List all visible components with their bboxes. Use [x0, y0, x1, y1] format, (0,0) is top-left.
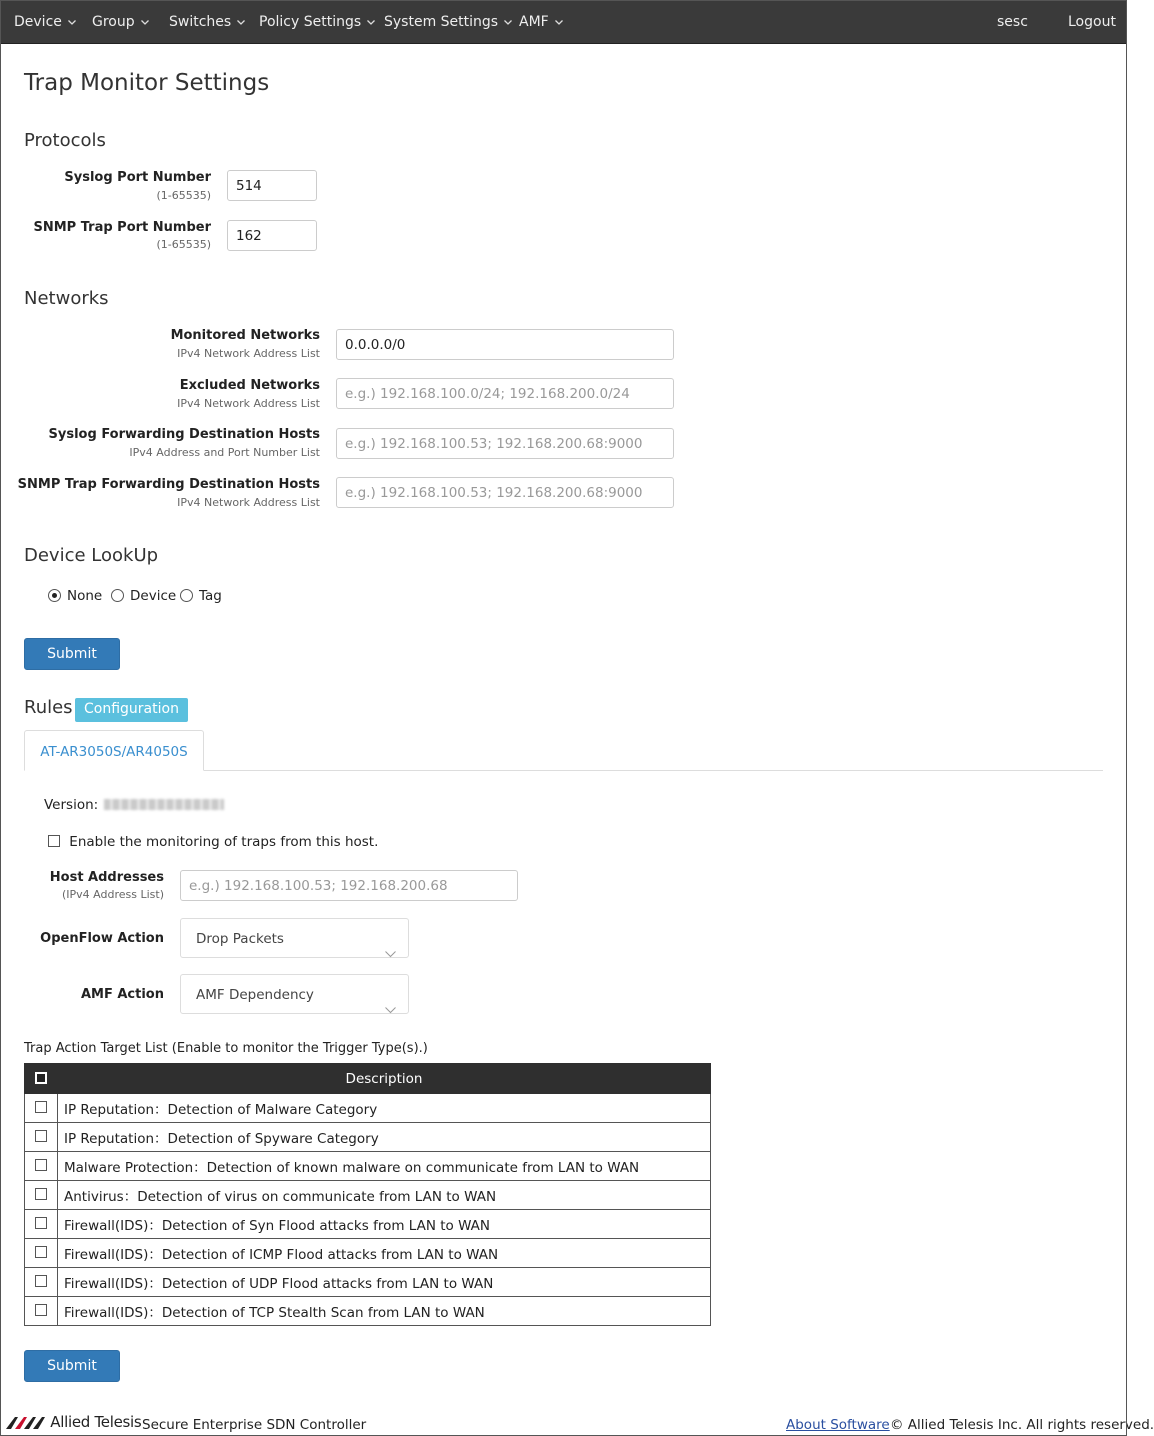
- table-row: [25, 1210, 711, 1239]
- radio-selected-icon[interactable]: [48, 589, 61, 602]
- select-all-cell: [25, 1064, 58, 1094]
- lookup-none-label: None: [67, 588, 103, 604]
- amf-action-value: AMF Dependency: [196, 987, 314, 1003]
- page-footer: [0, 1408, 1154, 1436]
- monitored-networks-hint: IPv4 Network Address List: [177, 347, 320, 360]
- openflow-action-value: Drop Packets: [196, 931, 284, 947]
- chevron-down-icon: [141, 20, 149, 25]
- networks-heading: Networks: [24, 288, 109, 309]
- snmp-forwarding-input[interactable]: [336, 477, 674, 508]
- nav-group-menu[interactable]: [92, 0, 149, 44]
- excluded-networks-hint: IPv4 Network Address List: [177, 397, 320, 410]
- excluded-networks-label: Excluded Networks: [179, 378, 320, 393]
- row-checkbox[interactable]: [35, 1304, 47, 1316]
- chevron-down-icon: [367, 20, 375, 25]
- tab-ar3050s-ar4050s[interactable]: AT-AR3050S/AR4050S: [24, 730, 204, 771]
- row-description: Firewall(IDS)：Detection of UDP Flood attacks from LAN to WAN: [58, 1268, 711, 1297]
- lookup-tag-label: Tag: [199, 588, 222, 604]
- syslog-forwarding-label: Syslog Forwarding Destination Hosts: [48, 427, 320, 442]
- excluded-networks-input[interactable]: [336, 378, 674, 409]
- chevron-down-icon: [555, 20, 563, 25]
- nav-device-label: Device: [14, 14, 62, 30]
- table-row: [25, 1123, 711, 1152]
- nav-switches-menu[interactable]: [169, 0, 245, 44]
- syslog-port-label: Syslog Port Number: [64, 170, 211, 185]
- syslog-forwarding-hint: IPv4 Address and Port Number List: [129, 446, 320, 459]
- rules-heading: Rules: [24, 697, 73, 718]
- nav-system-settings-label: System Settings: [384, 14, 499, 30]
- nav-amf-label: AMF: [519, 14, 549, 30]
- version-label: Version:: [44, 797, 99, 813]
- page-title: Trap Monitor Settings: [24, 70, 270, 96]
- protocols-heading: Protocols: [24, 130, 106, 151]
- row-description: IP Reputation：Detection of Spyware Category: [58, 1123, 711, 1152]
- nav-system-settings-menu[interactable]: [384, 0, 512, 44]
- redacted-version-value: [104, 799, 224, 810]
- enable-monitoring-label: Enable the monitoring of traps from this host.: [69, 834, 379, 850]
- chevron-down-icon: [237, 20, 245, 25]
- openflow-action-select[interactable]: [180, 918, 409, 958]
- snmp-port-label: SNMP Trap Port Number: [33, 220, 211, 235]
- table-header-row: [25, 1064, 711, 1094]
- snmp-forwarding-label: SNMP Trap Forwarding Destination Hosts: [17, 477, 320, 492]
- amf-action-label: AMF Action: [80, 987, 164, 1002]
- configuration-button[interactable]: Configuration: [75, 698, 188, 722]
- radio-icon[interactable]: [111, 589, 124, 602]
- row-checkbox[interactable]: [35, 1159, 47, 1171]
- product-name: Secure Enterprise SDN Controller: [142, 1417, 367, 1433]
- lookup-radio-tag[interactable]: [180, 588, 222, 604]
- openflow-action-label: OpenFlow Action: [40, 931, 164, 946]
- row-description: Firewall(IDS)：Detection of Syn Flood attacks from LAN to WAN: [58, 1210, 711, 1239]
- host-addresses-hint: (IPv4 Address List): [62, 888, 164, 901]
- nav-user[interactable]: sesc: [997, 14, 1028, 30]
- trap-target-caption: Trap Action Target List (Enable to monitor the Trigger Type(s).): [24, 1041, 428, 1056]
- chevron-down-icon: [385, 990, 396, 1030]
- chevron-down-icon: [68, 20, 76, 25]
- row-checkbox[interactable]: [35, 1217, 47, 1229]
- allied-telesis-logo-icon: [6, 1416, 46, 1430]
- row-description: Antivirus：Detection of virus on communicate from LAN to WAN: [58, 1181, 711, 1210]
- nav-amf-menu[interactable]: [519, 0, 563, 44]
- lookup-radio-none[interactable]: [48, 588, 102, 604]
- snmp-port-hint: (1-65535): [156, 238, 211, 251]
- row-checkbox[interactable]: [35, 1275, 47, 1287]
- submit-rules-button[interactable]: Submit: [24, 1350, 120, 1382]
- enable-monitoring-checkbox[interactable]: [48, 835, 60, 847]
- select-all-checkbox[interactable]: [35, 1072, 47, 1084]
- version-row: [44, 797, 224, 813]
- row-checkbox[interactable]: [35, 1246, 47, 1258]
- nav-group-label: Group: [92, 14, 135, 30]
- device-lookup-heading: Device LookUp: [24, 545, 159, 566]
- nav-switches-label: Switches: [169, 14, 232, 30]
- host-addresses-input[interactable]: [180, 870, 518, 901]
- monitored-networks-input[interactable]: [336, 329, 674, 360]
- snmp-forwarding-hint: IPv4 Network Address List: [177, 496, 320, 509]
- amf-action-select[interactable]: [180, 974, 409, 1014]
- monitored-networks-label: Monitored Networks: [170, 328, 320, 343]
- snmp-port-input[interactable]: [227, 220, 317, 251]
- description-column-header: Description: [58, 1064, 711, 1094]
- host-addresses-label: Host Addresses: [49, 870, 164, 885]
- syslog-port-hint: (1-65535): [156, 189, 211, 202]
- enable-monitoring-row[interactable]: [48, 834, 378, 850]
- allied-telesis-logo: [6, 1413, 141, 1433]
- about-software-link[interactable]: About Software: [786, 1417, 890, 1433]
- trap-target-table: [24, 1063, 711, 1326]
- chevron-down-icon: [385, 934, 396, 974]
- row-checkbox[interactable]: [35, 1188, 47, 1200]
- row-checkbox[interactable]: [35, 1130, 47, 1142]
- row-checkbox[interactable]: [35, 1101, 47, 1113]
- table-row: [25, 1297, 711, 1326]
- nav-device-menu[interactable]: [14, 0, 76, 44]
- row-description: Firewall(IDS)：Detection of TCP Stealth Scan from LAN to WAN: [58, 1297, 711, 1326]
- copyright-text: © Allied Telesis Inc. All rights reserved.: [890, 1417, 1154, 1433]
- top-navbar: [0, 0, 1127, 44]
- table-row: [25, 1268, 711, 1297]
- table-row: [25, 1152, 711, 1181]
- lookup-radio-device[interactable]: [111, 588, 176, 604]
- row-description: Firewall(IDS)：Detection of ICMP Flood attacks from LAN to WAN: [58, 1239, 711, 1268]
- row-description: IP Reputation：Detection of Malware Category: [58, 1094, 711, 1123]
- nav-policy-settings-label: Policy Settings: [259, 14, 362, 30]
- radio-icon[interactable]: [180, 589, 193, 602]
- table-row: [25, 1094, 711, 1123]
- nav-policy-settings-menu[interactable]: [259, 0, 375, 44]
- lookup-device-label: Device: [130, 588, 177, 604]
- submit-settings-button[interactable]: Submit: [24, 638, 120, 670]
- logout-link[interactable]: Logout: [1068, 14, 1116, 30]
- chevron-down-icon: [504, 20, 512, 25]
- row-description: Malware Protection：Detection of known malware on communicate from LAN to WAN: [58, 1152, 711, 1181]
- syslog-port-input[interactable]: [227, 170, 317, 201]
- logo-text: Allied Telesis: [50, 1413, 142, 1431]
- table-row: [25, 1181, 711, 1210]
- table-row: [25, 1239, 711, 1268]
- syslog-forwarding-input[interactable]: [336, 428, 674, 459]
